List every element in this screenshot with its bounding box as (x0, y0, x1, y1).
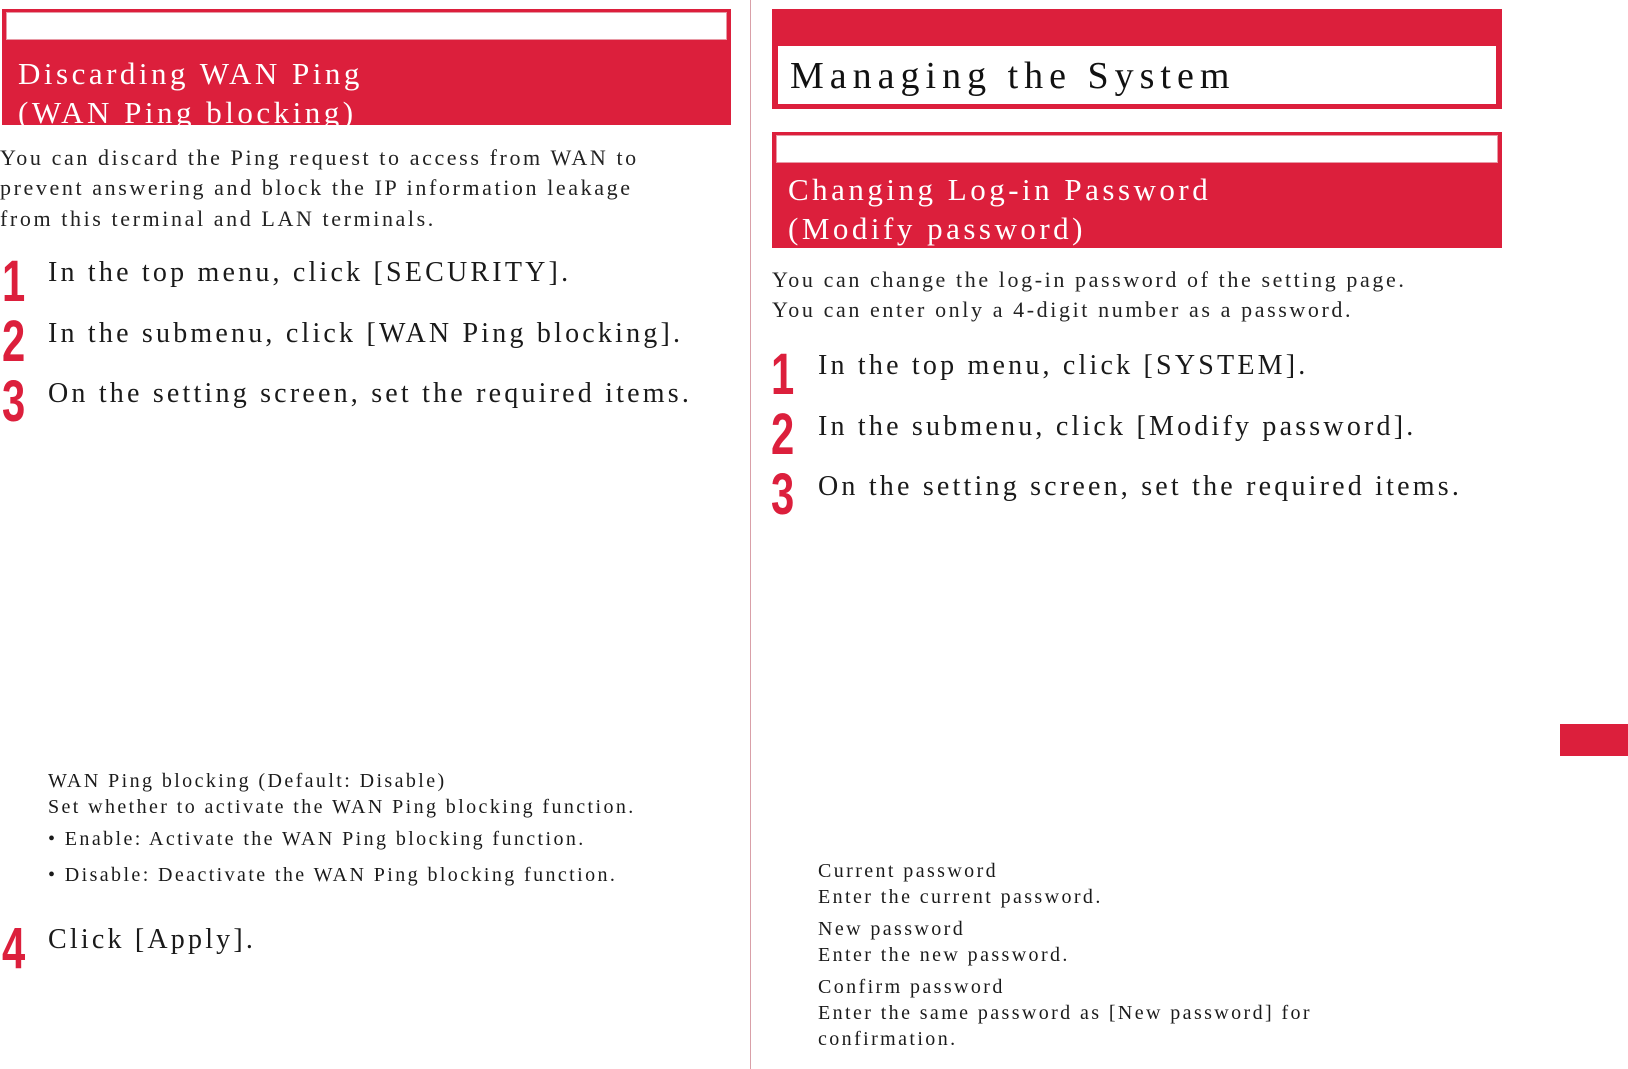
header-topbar (776, 135, 1498, 163)
bullet-disable: • Disable: Deactivate the WAN Ping blocking function. (48, 864, 618, 886)
right-section-title-line2: (Modify password) (788, 211, 1086, 246)
step-number-1: 1 (2, 249, 26, 314)
column-divider (750, 0, 751, 1069)
right-section-title-line1: Changing Log-in Password (788, 172, 1212, 207)
left-intro-line2: prevent answering and block the IP information leakage (0, 175, 633, 200)
right-step-number-2: 2 (771, 402, 795, 467)
right-step-number-1: 1 (771, 342, 795, 407)
step-text-3: On the setting screen, set the required items. (48, 378, 693, 409)
left-intro-line1: You can discard the Ping request to access from WAN to (0, 145, 639, 170)
chapter-title: Managing the System (790, 55, 1236, 97)
chapter-title-inner (778, 46, 1496, 104)
right-step-text-3: On the setting screen, set the required items. (818, 471, 1463, 502)
field-desc-new: Enter the new password. (818, 944, 1070, 966)
step-text-4: Click [Apply]. (48, 924, 257, 955)
right-section-header (772, 132, 1502, 248)
step-number-4: 4 (2, 916, 26, 981)
field-desc-confirm: Enter the same password as [New password] for (818, 1002, 1312, 1024)
header-topbar (6, 12, 727, 40)
field-label-confirm: Confirm password (818, 976, 1005, 998)
left-section-title-line1: Discarding WAN Ping (18, 56, 363, 91)
field-desc-current: Enter the current password. (818, 886, 1103, 908)
right-step-text-1: In the top menu, click [SYSTEM]. (818, 350, 1309, 381)
right-intro-line1: You can change the log-in password of the setting page. (772, 267, 1407, 292)
bullet-enable: • Enable: Activate the WAN Ping blocking function. (48, 828, 586, 850)
right-intro-line2: You can enter only a 4-digit number as a password. (772, 297, 1354, 322)
step-text-2: In the submenu, click [WAN Ping blocking]. (48, 318, 684, 349)
setting-description: Set whether to activate the WAN Ping blocking function. (48, 796, 636, 818)
step-text-1: In the top menu, click [SECURITY]. (48, 257, 572, 288)
setting-title: WAN Ping blocking (Default: Disable) (48, 770, 447, 792)
right-step-number-3: 3 (771, 462, 795, 527)
chapter-title-box (772, 9, 1502, 109)
left-intro-line3: from this terminal and LAN terminals. (0, 206, 436, 231)
chapter-index-tab (1560, 724, 1628, 756)
right-step-text-2: In the submenu, click [Modify password]. (818, 411, 1417, 442)
field-label-current: Current password (818, 860, 999, 882)
left-section-title-line2: (WAN Ping blocking) (18, 95, 357, 130)
field-label-new: New password (818, 918, 966, 940)
step-number-2: 2 (2, 309, 26, 374)
step-number-3: 3 (2, 369, 26, 434)
field-desc-confirm-line2: confirmation. (818, 1028, 958, 1050)
left-section-header (2, 9, 731, 130)
